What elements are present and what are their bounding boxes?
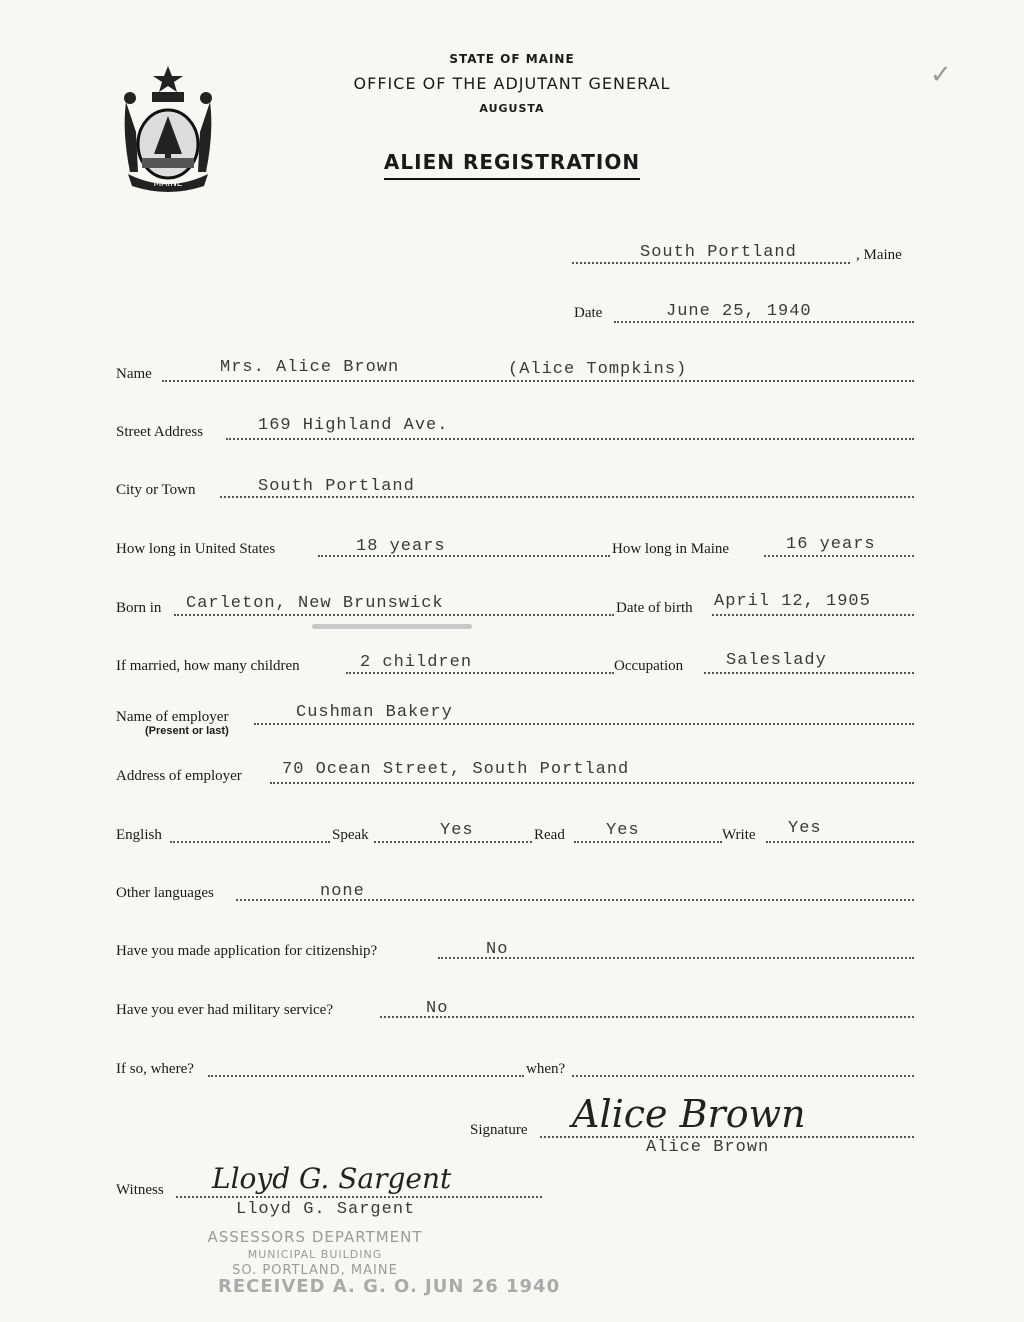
dob-value: April 12, 1905 (714, 592, 871, 611)
signature-handwritten: Alice Brown (572, 1092, 806, 1136)
if-so-where-label: If so, where? (116, 1061, 194, 1077)
occupation-label: Occupation (614, 658, 684, 674)
employer-value: Cushman Bakery (296, 703, 453, 722)
smudge (312, 624, 472, 629)
form-title-text: ALIEN REGISTRATION (384, 150, 640, 180)
city-value: South Portland (258, 477, 415, 496)
name-value: Mrs. Alice Brown (220, 358, 400, 377)
date-line (614, 321, 914, 323)
citizenship-value: No (486, 940, 509, 959)
witness-typed: Lloyd G. Sargent (236, 1200, 416, 1219)
military-line (380, 1016, 914, 1018)
other-languages-value: none (320, 882, 365, 901)
city-label: City or Town (116, 482, 196, 498)
how-long-us-value: 18 years (356, 537, 446, 556)
citizenship-line (438, 957, 914, 959)
maiden-name-value: (Alice Tompkins) (508, 360, 688, 379)
check-mark: ✓ (930, 60, 952, 89)
dob-line (712, 614, 914, 616)
employer-label: Name of employer (116, 709, 229, 725)
place-line (572, 262, 850, 264)
read-label: Read (534, 827, 565, 843)
occupation-line (704, 672, 914, 674)
born-in-value: Carleton, New Brunswick (186, 594, 444, 613)
employer-address-value: 70 Ocean Street, South Portland (282, 760, 630, 779)
military-label: Have you ever had military service? (116, 1002, 333, 1018)
read-value: Yes (606, 821, 640, 840)
speak-value: Yes (440, 821, 474, 840)
place-suffix: , Maine (856, 247, 902, 263)
speak-label: Speak (332, 827, 369, 843)
street-line (226, 438, 914, 440)
if-so-when-line (572, 1075, 914, 1077)
signature-label: Signature (470, 1122, 528, 1138)
speak-line (374, 841, 532, 843)
born-in-label: Born in (116, 600, 162, 616)
how-long-maine-label: How long in Maine (612, 541, 730, 557)
assessors-stamp (180, 1228, 450, 1278)
name-label: Name (116, 366, 152, 382)
date-label: Date (574, 305, 603, 321)
english-line (170, 841, 330, 843)
other-languages-label: Other languages (116, 885, 214, 901)
place-value: South Portland (640, 243, 797, 262)
read-line (574, 841, 722, 843)
occupation-value: Saleslady (726, 651, 827, 670)
citizenship-label: Have you made application for citizenship? (116, 943, 378, 959)
office-heading: OFFICE OF THE ADJUTANT GENERAL (353, 74, 671, 93)
employer-sublabel: (Present or last) (145, 725, 229, 737)
how-long-maine-line (764, 555, 914, 557)
if-so-when-label: when? (526, 1061, 566, 1077)
date-value: June 25, 1940 (666, 302, 812, 321)
city-line (220, 496, 914, 498)
witness-label: Witness (116, 1182, 164, 1198)
military-value: No (426, 999, 449, 1018)
how-long-maine-value: 16 years (786, 535, 876, 554)
street-label: Street Address (116, 424, 204, 440)
received-stamp: RECEIVED A. G. O. JUN 26 1940 (218, 1276, 561, 1297)
state-heading: STATE OF MAINE (449, 52, 575, 66)
children-label: If married, how many children (116, 658, 300, 674)
born-in-line (174, 614, 614, 616)
english-label: English (116, 827, 162, 843)
witness-line (176, 1196, 542, 1198)
how-long-us-label: How long in United States (116, 541, 276, 557)
write-line (766, 841, 914, 843)
if-so-where-line (208, 1075, 524, 1077)
children-line (346, 672, 614, 674)
employer-address-label: Address of employer (116, 768, 242, 784)
name-line (162, 380, 914, 382)
dob-label: Date of birth (616, 600, 693, 616)
city-heading: AUGUSTA (479, 102, 545, 115)
stamp-line-1: ASSESSORS DEPARTMENT (207, 1228, 423, 1246)
seal-maine-text: MAINE (153, 179, 183, 189)
street-value: 169 Highland Ave. (258, 416, 449, 435)
form-title (0, 150, 1024, 174)
stamp-line-2: MUNICIPAL BUILDING (247, 1248, 383, 1261)
employer-line (254, 723, 914, 725)
employer-address-line (270, 782, 914, 784)
write-label: Write (722, 827, 756, 843)
write-value: Yes (788, 819, 822, 838)
witness-handwritten: Lloyd G. Sargent (212, 1162, 452, 1195)
stamp-line-3: SO. PORTLAND, MAINE (232, 1263, 398, 1278)
children-value: 2 children (360, 653, 473, 672)
signature-typed: Alice Brown (646, 1138, 770, 1157)
